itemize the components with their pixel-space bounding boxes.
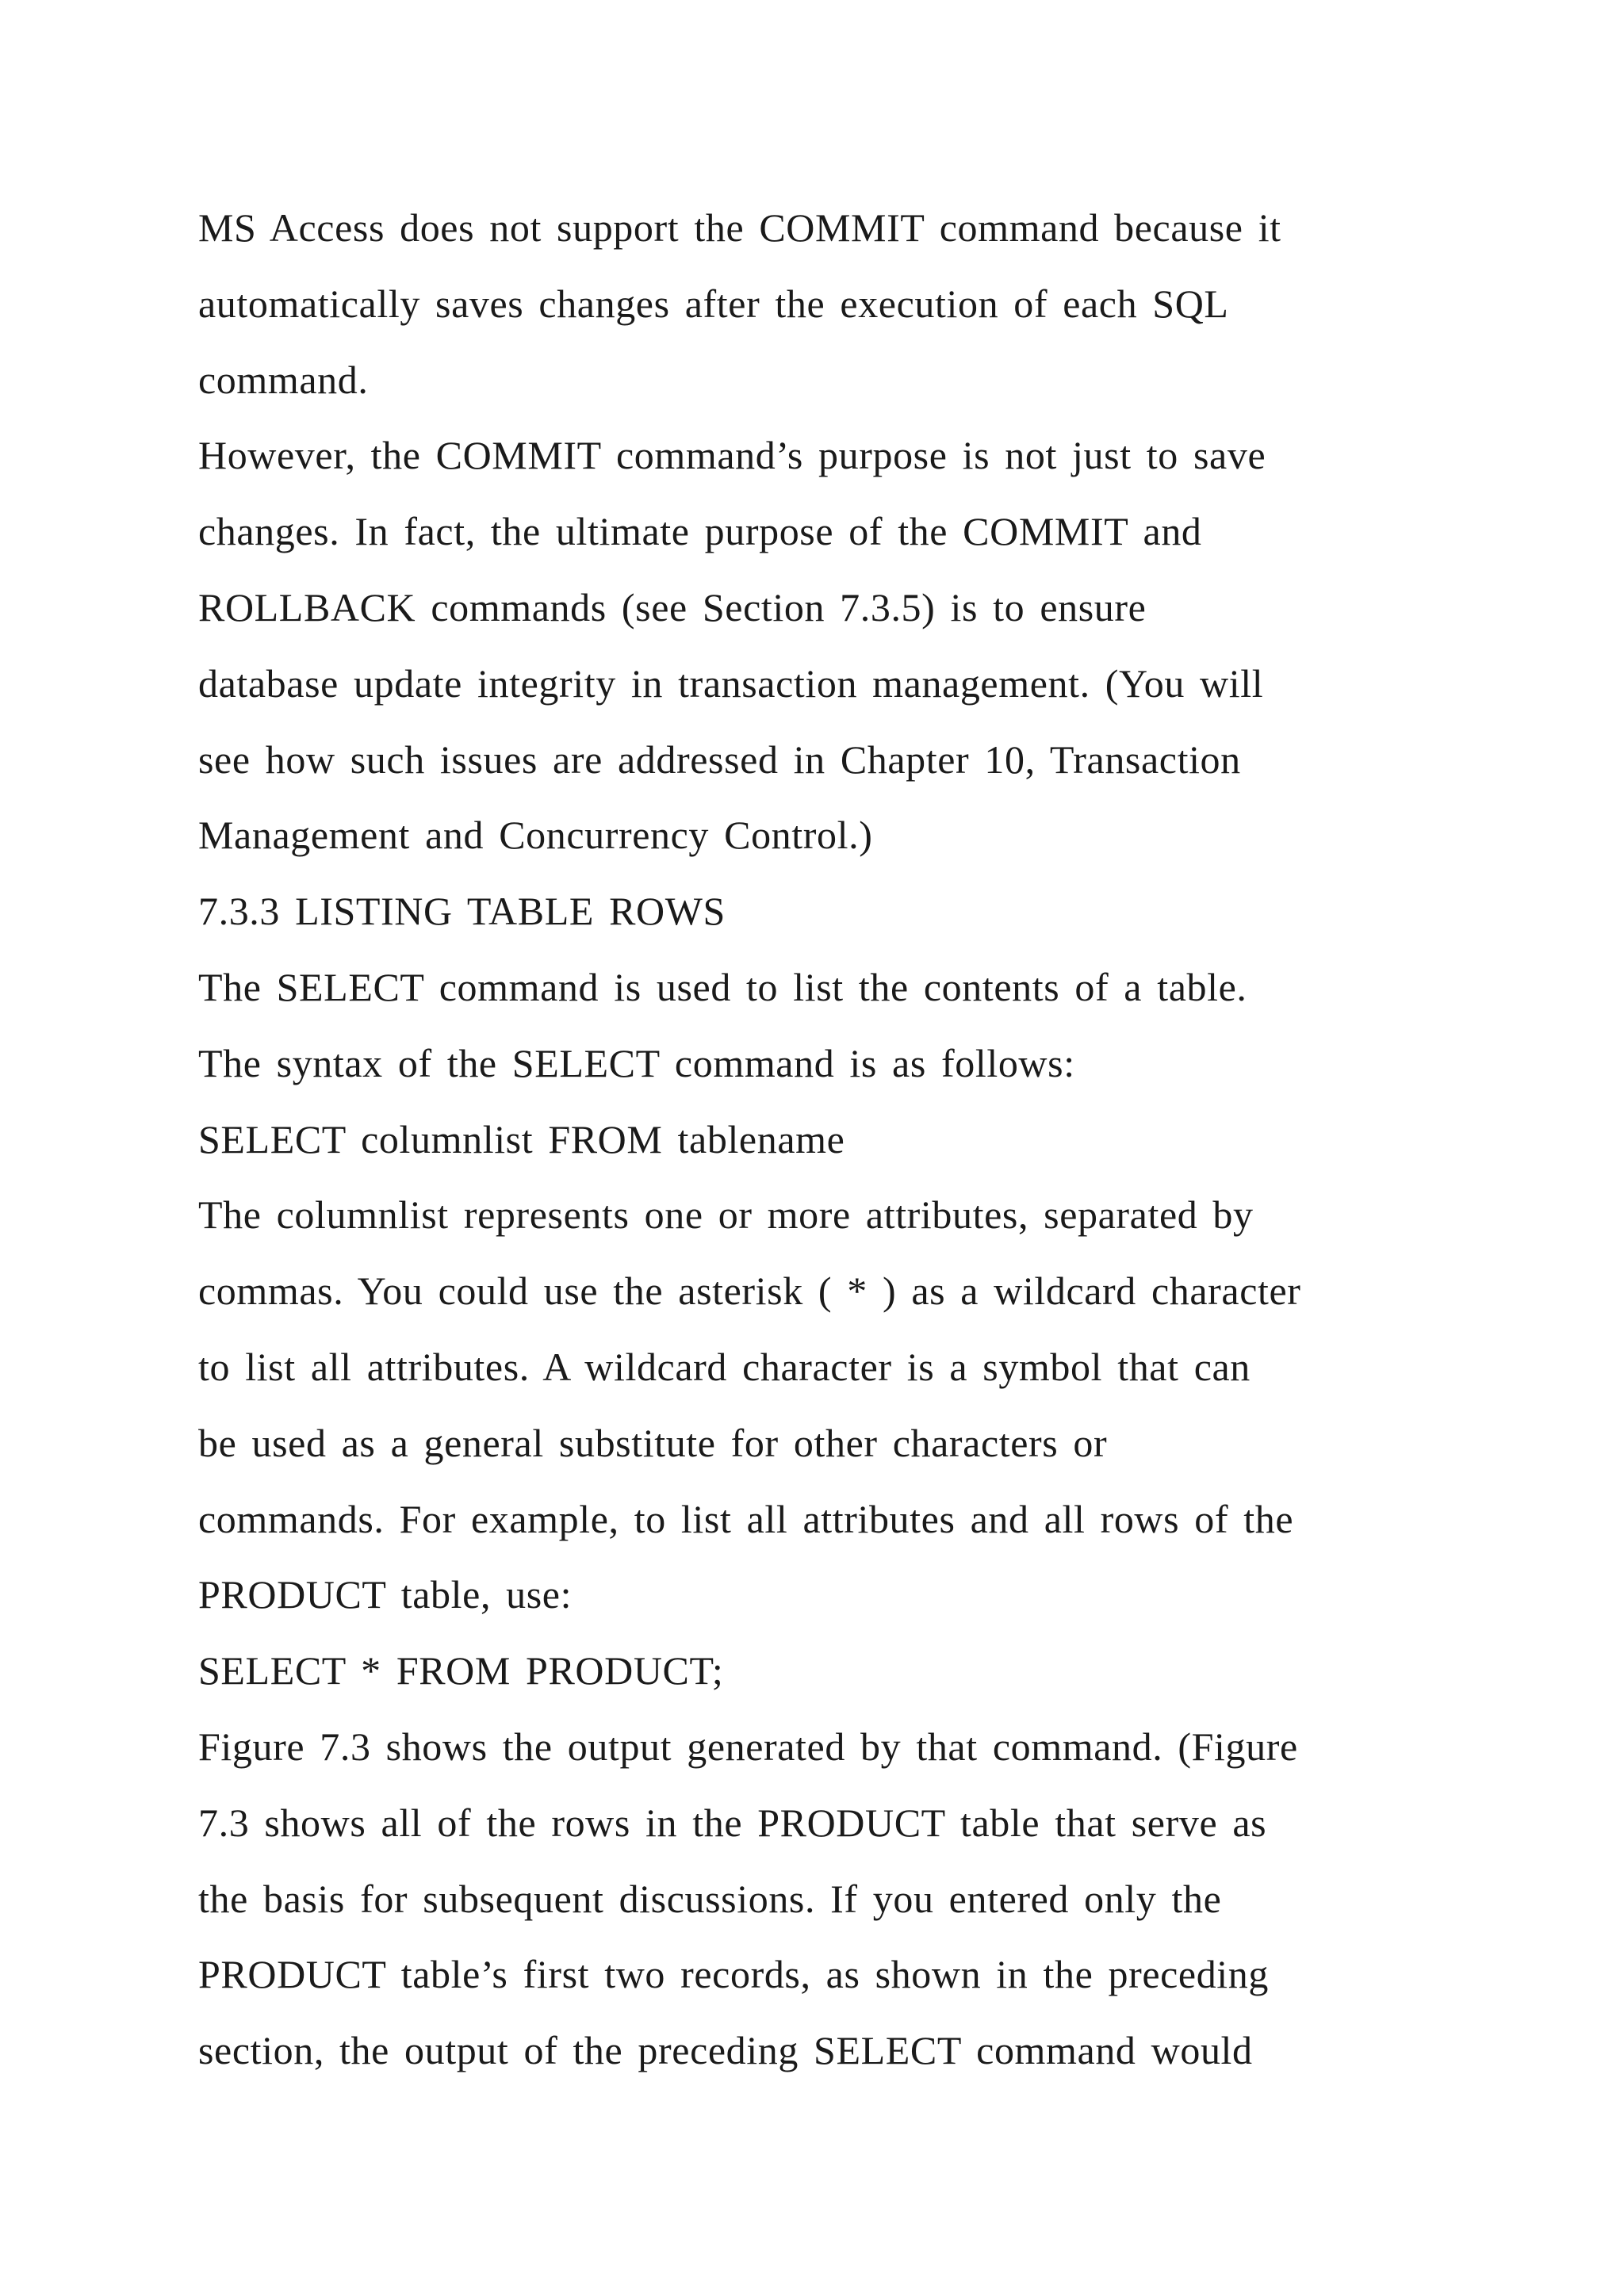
text-line: see how such issues are addressed in Chapter 10, Transaction: [198, 737, 1241, 782]
text-line: 7.3 shows all of the rows in the PRODUCT table that serve as: [198, 1800, 1267, 1845]
text-line: database update integrity in transaction management. (You will: [198, 660, 1264, 706]
text-line: PRODUCT table, use:: [198, 1572, 573, 1617]
section-heading: 7.3.3 LISTING TABLE ROWS: [198, 889, 726, 934]
text-line: PRODUCT table’s first two records, as shown in the preceding: [198, 1952, 1269, 1997]
text-line: changes. In fact, the ultimate purpose of the COMMIT and: [198, 509, 1202, 554]
text-line: the basis for subsequent discussions. If you entered only the: [198, 1876, 1222, 1921]
text-line: be used as a general substitute for other characters or: [198, 1420, 1108, 1465]
text-line: However, the COMMIT command’s purpose is not just to save: [198, 433, 1266, 478]
text-line: to list all attributes. A wildcard character is a symbol that can: [198, 1344, 1251, 1389]
body-text: [198, 190, 1499, 2089]
text-line: commands. For example, to list all attributes and all rows of the: [198, 1496, 1294, 1541]
text-line: ROLLBACK commands (see Section 7.3.5) is to ensure: [198, 584, 1147, 629]
code-line: SELECT columnlist FROM tablename: [198, 1116, 845, 1161]
text-line: The columnlist represents one or more attributes, separated by: [198, 1192, 1254, 1238]
text-line: section, the output of the preceding SELECT command would: [198, 2028, 1253, 2073]
code-line: SELECT * FROM PRODUCT;: [198, 1648, 724, 1693]
text-line: MS Access does not support the COMMIT command because it: [198, 205, 1281, 250]
text-line: automatically saves changes after the execution of each SQL: [198, 281, 1229, 326]
text-line: Figure 7.3 shows the output generated by that command. (Figure: [198, 1724, 1298, 1769]
text-line: commas. You could use the asterisk ( * ) as a wildcard character: [198, 1269, 1301, 1314]
text-line: The syntax of the SELECT command is as follows:: [198, 1040, 1075, 1085]
text-line: Management and Concurrency Control.): [198, 813, 873, 858]
text-line: The SELECT command is used to list the contents of a table.: [198, 964, 1247, 1009]
text-line: command.: [198, 357, 369, 402]
